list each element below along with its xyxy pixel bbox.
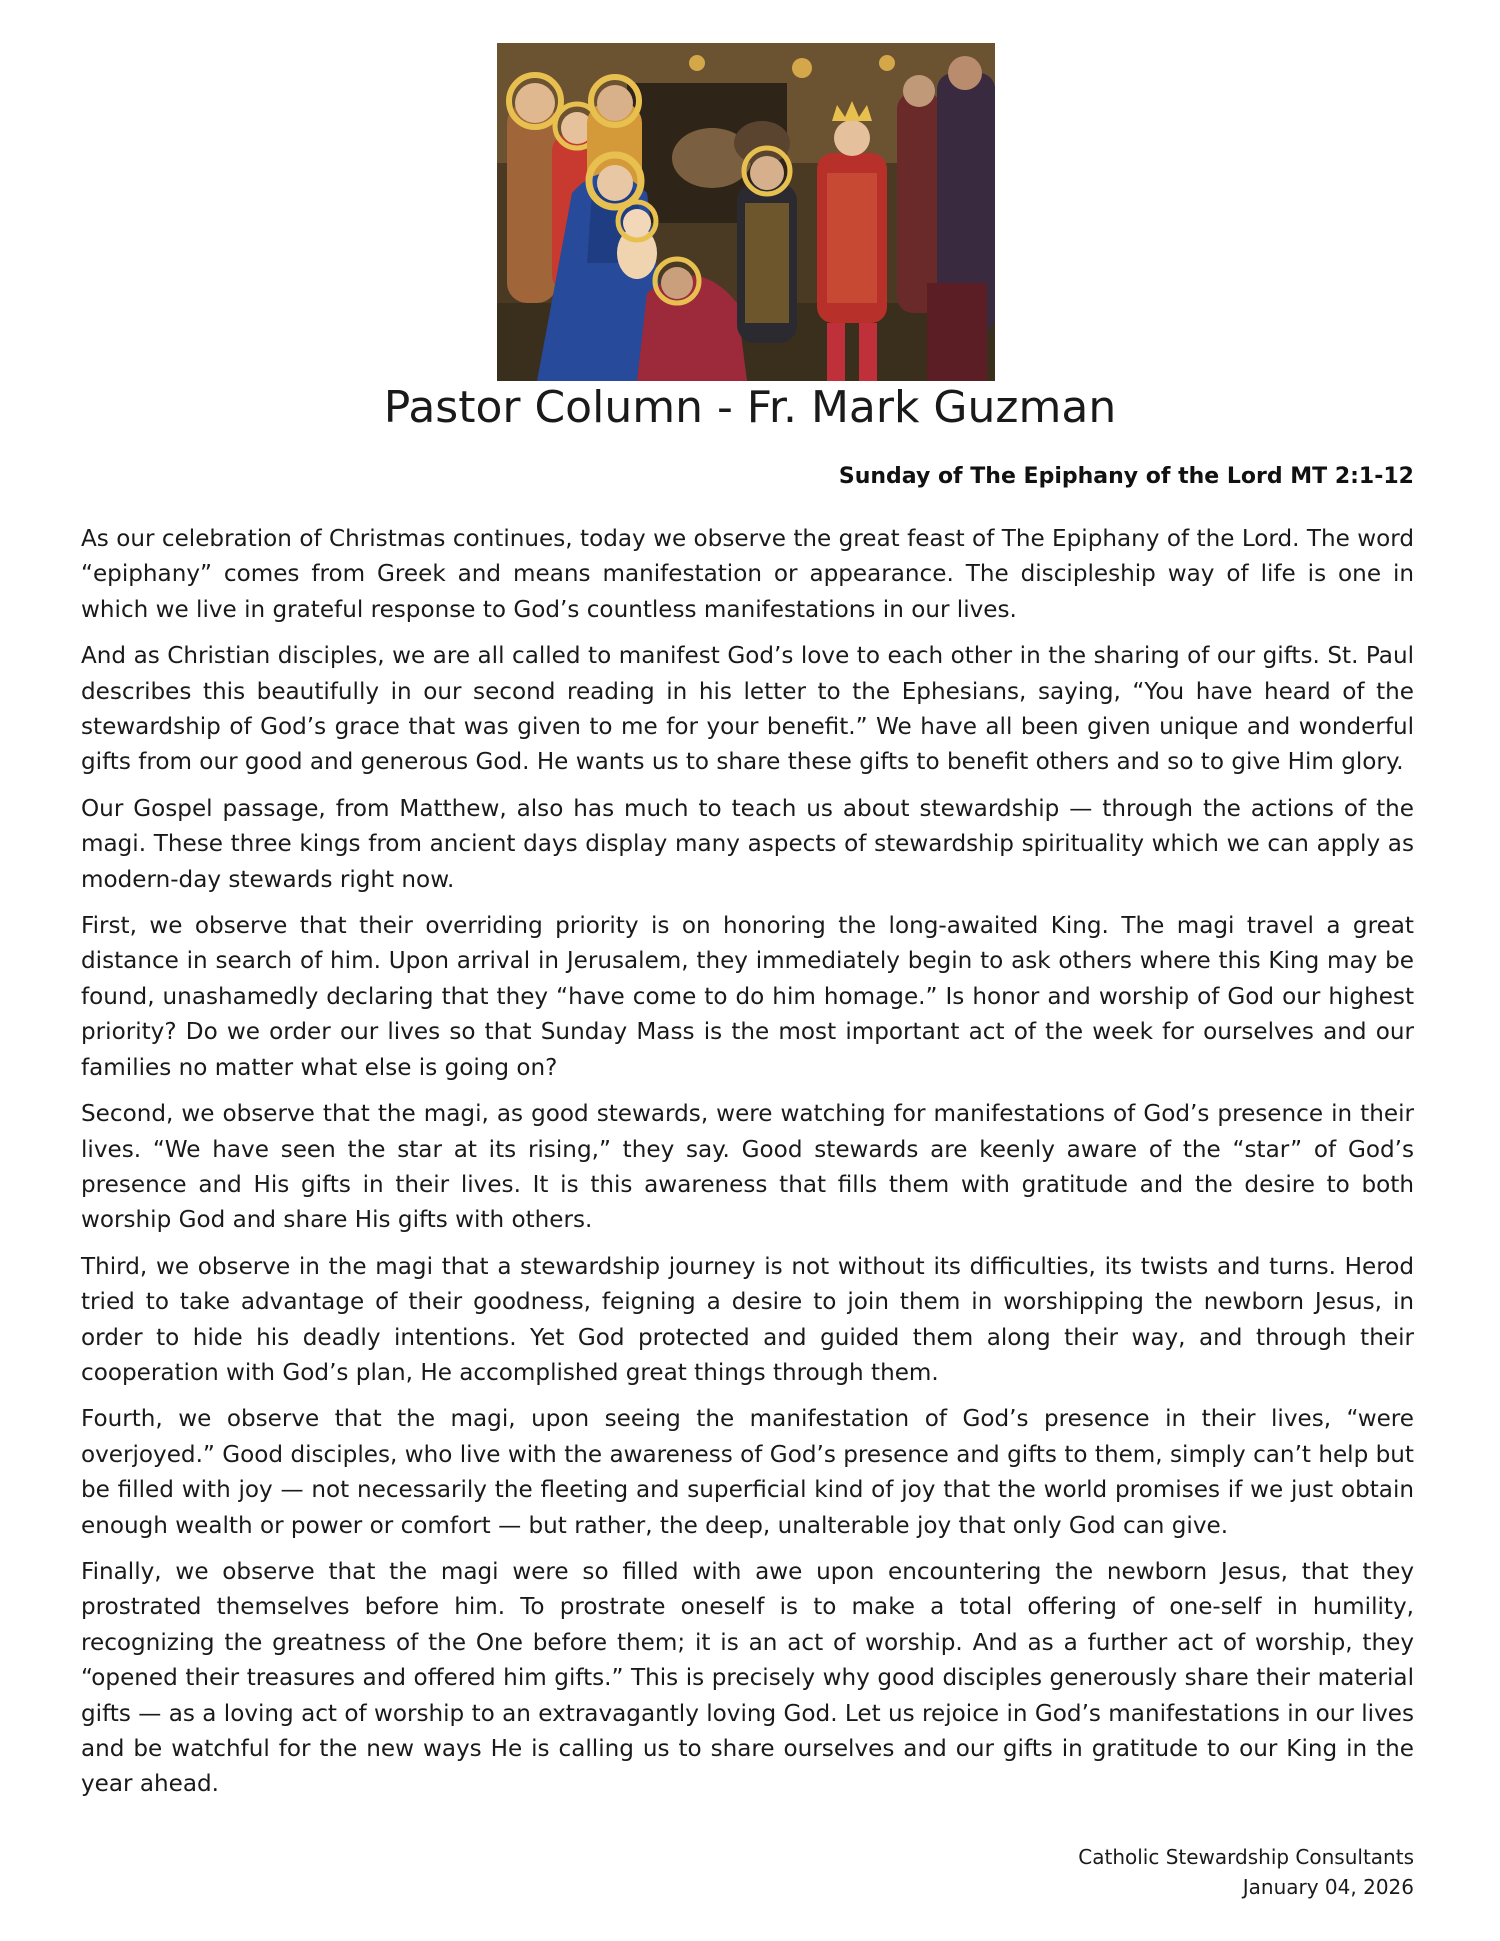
publication-date: January 04, 2026 xyxy=(1242,1875,1414,1899)
paragraph: And as Christian disciples, we are all called to manifest God’s love to each other in the sharing of our gifts. St. Paul describes this beautifully in our second reading in his letter to the Ephesians, saying, “You have heard of the stewardship of God’s grace that was given to me for your benefit.” We have all been given unique and wonderful gifts from our good and generous God. He wants us to share these gifts to benefit others and so to give Him glory. xyxy=(81,643,1414,776)
painting-illustration xyxy=(497,43,995,381)
adoration-of-magi-image xyxy=(497,43,995,381)
article-body xyxy=(81,522,1414,1814)
paragraph: Our Gospel passage, from Matthew, also has much to teach us about stewardship — through the actions of the magi. These three kings from ancient days display many aspects of stewardship spirituality which we can apply as modern-day stewards right now. xyxy=(81,795,1414,893)
paragraph: First, we observe that their overriding priority is on honoring the long-awaited King. The magi travel a great distance in search of him. Upon arrival in Jerusalem, they immediately begin to ask others where this King may be found, unashamedly declaring that they “have come to do him homage.” Is honor and worship of God our highest priority? Do we order our lives so that Sunday Mass is the most important act of the week for ourselves and our families no matter what else is going on? xyxy=(81,913,1414,1081)
paragraph: Fourth, we observe that the magi, upon seeing the manifestation of God’s presence in their lives, “were overjoyed.” Good disciples, who live with the awareness of God’s presence and gifts to them, simply can’t help but be filled with joy — not necessarily the fleeting and superficial kind of joy that the world promises if we just obtain enough wealth or power or comfort — but rather, the deep, unalterable joy that only God can give. xyxy=(81,1406,1414,1539)
paragraph: Finally, we observe that the magi were so filled with awe upon encountering the newborn Jesus, that they prostrated themselves before him. To prostrate oneself is to make a total offering of one-self in humility, recognizing the greatness of the One before them; it is an act of worship. And as a further act of worship, they “opened their treasures and offered him gifts.” This is precisely why good disciples generously share their material gifts — as a loving act of worship to an extravagantly loving God. Let us rejoice in God’s manifestations in our lives and be watchful for the new ways He is calling us to share ourselves and our gifts in gratitude to our King in the year ahead. xyxy=(81,1558,1414,1798)
paragraph: Second, we observe that the magi, as good stewards, were watching for manifestations of God’s presence in their lives. “We have seen the star at its rising,” they say. Good stewards are keenly aware of the “star” of God’s presence and His gifts in their lives. It is this awareness that fills them with gratitude and the desire to both worship God and share His gifts with others. xyxy=(81,1101,1414,1234)
signoff xyxy=(1078,1842,1414,1902)
organization-name: Catholic Stewardship Consultants xyxy=(1078,1845,1414,1869)
column-subtitle: Sunday of The Epiphany of the Lord MT 2:1-12 xyxy=(838,464,1414,489)
page-title: Pastor Column - Fr. Mark Guzman xyxy=(383,382,1117,433)
paragraph: As our celebration of Christmas continues, today we observe the great feast of The Epiphany of the Lord. The word “epiphany” comes from Greek and means manifestation or appearance. The discipleship way of life is one in which we live in grateful response to God’s countless manifestations in our lives. xyxy=(81,526,1414,623)
paragraph: Third, we observe in the magi that a stewardship journey is not without its difficulties, its twists and turns. Herod tried to take advantage of their goodness, feigning a desire to join them in worshipping the newborn Jesus, in order to hide his deadly intentions. Yet God protected and guided them along their way, and through their cooperation with God’s plan, He accomplished great things through them. xyxy=(81,1253,1414,1386)
